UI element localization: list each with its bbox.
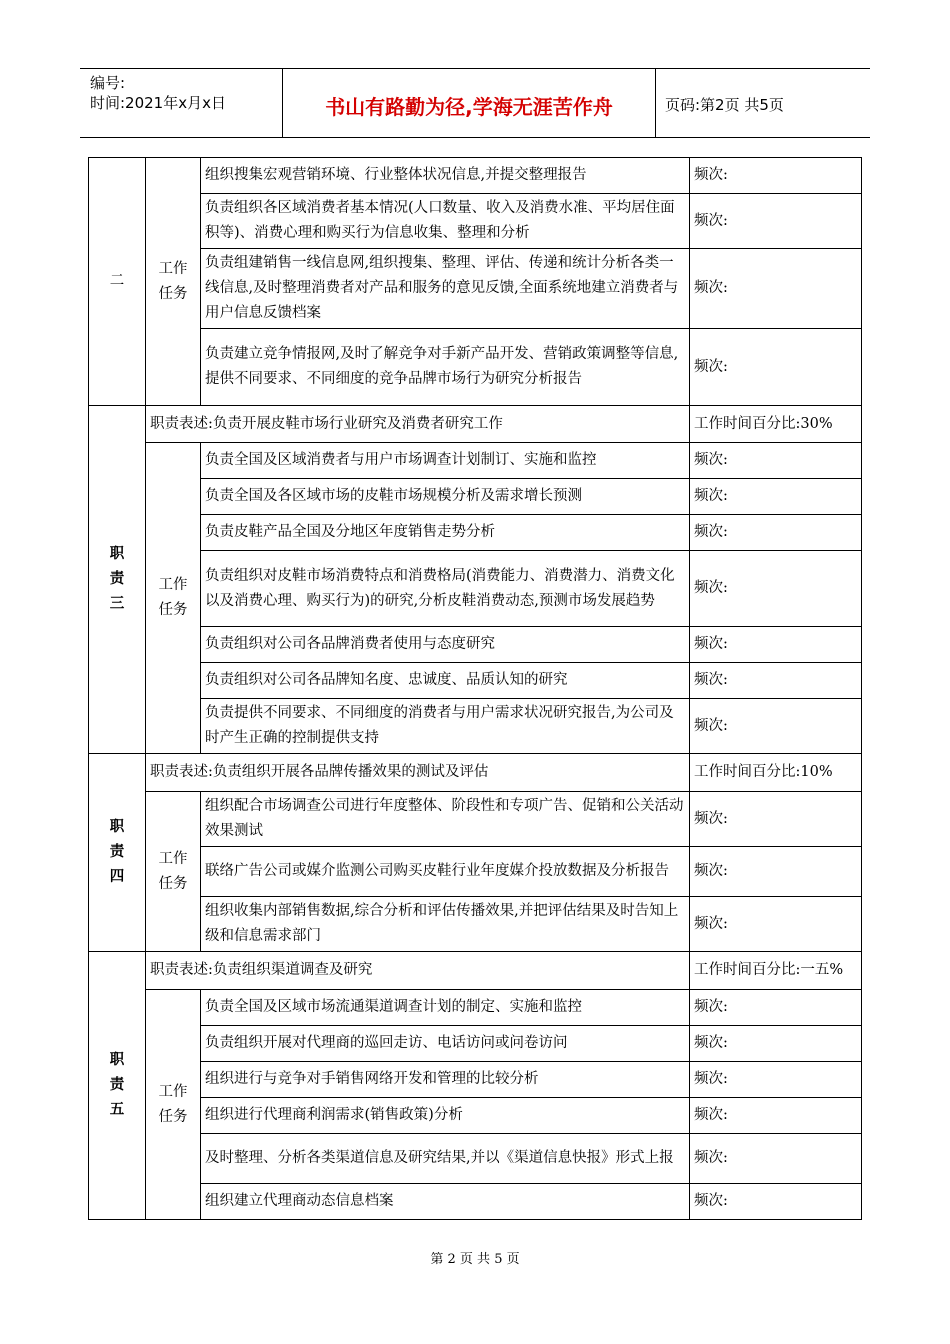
- task-frequency: 频次:: [690, 663, 862, 699]
- task-text: 组织收集内部销售数据,综合分析和评估传播效果,并把评估结果及时告知上级和信息需求部门: [201, 897, 690, 952]
- task-frequency: 频次:: [690, 443, 862, 479]
- task-text: 负责皮鞋产品全国及分地区年度销售走势分析: [201, 515, 690, 551]
- task-frequency: 频次:: [690, 515, 862, 551]
- table-row: [89, 897, 862, 952]
- table-row: [89, 990, 862, 1026]
- task-frequency: 频次:: [690, 847, 862, 897]
- task-label-text: 工作 任务: [158, 577, 188, 618]
- task-text: 组织搜集宏观营销环境、行业整体状况信息,并提交整理报告: [201, 158, 690, 194]
- table-row: [89, 443, 862, 479]
- task-label: [146, 158, 201, 406]
- task-text: 负责组织对皮鞋市场消费特点和消费格局(消费能力、消费潜力、消费文化以及消费心理、购买行为)的研究,分析皮鞋消费动态,预测市场发展趋势: [201, 551, 690, 627]
- work-time-percent: 工作时间百分比:10%: [690, 754, 862, 792]
- task-text: 负责组织对公司各品牌知名度、忠诚度、品质认知的研究: [201, 663, 690, 699]
- task-frequency: 频次:: [690, 627, 862, 663]
- task-frequency: 频次:: [690, 158, 862, 194]
- document-time-label: 时间:2021年x月x日: [90, 94, 226, 112]
- task-text: 组织进行代理商利润需求(销售政策)分析: [201, 1098, 690, 1134]
- header-page-number: 页码:第2页 共5页: [665, 96, 784, 114]
- task-frequency: 频次:: [690, 1134, 862, 1184]
- task-frequency: 频次:: [690, 1184, 862, 1220]
- table-row: [89, 1184, 862, 1220]
- duty-label: 二: [89, 158, 146, 406]
- table-row: [89, 1098, 862, 1134]
- header-motto: 书山有路勤为径,学海无涯苦作舟: [325, 95, 613, 119]
- task-label-text: 工作 任务: [158, 850, 188, 892]
- header-divider: [655, 69, 656, 137]
- task-label: [146, 990, 201, 1220]
- task-label-text: 工作 任务: [158, 1083, 188, 1125]
- document-number-label: 编号:: [90, 74, 126, 92]
- task-text: 负责组建销售一线信息网,组织搜集、整理、评估、传递和统计分析各类一线信息,及时整理消费者对产品和服务的意见反馈,全面系统地建立消费者与用户信息反馈档案: [201, 249, 690, 329]
- task-frequency: 频次:: [690, 897, 862, 952]
- duty-table: [88, 157, 862, 1220]
- task-frequency: 频次:: [690, 699, 862, 754]
- task-text: 组织建立代理商动态信息档案: [201, 1184, 690, 1220]
- work-time-percent: 工作时间百分比:一五%: [690, 952, 862, 990]
- duty-label: 职 责 五: [89, 952, 146, 1220]
- header-meta: [90, 73, 226, 113]
- table-row: [89, 479, 862, 515]
- table-row: [89, 663, 862, 699]
- task-text: 负责组织对公司各品牌消费者使用与态度研究: [201, 627, 690, 663]
- table-row: [89, 699, 862, 754]
- table-row: [89, 754, 862, 792]
- table-row: [89, 1134, 862, 1184]
- table-row: [89, 1062, 862, 1098]
- task-text: 负责全国及各区域市场的皮鞋市场规模分析及需求增长预测: [201, 479, 690, 515]
- task-label-text: 工作 任务: [158, 260, 188, 302]
- task-text: 负责全国及区域市场流通渠道调查计划的制定、实施和监控: [201, 990, 690, 1026]
- task-text: 组织进行与竞争对手销售网络开发和管理的比较分析: [201, 1062, 690, 1098]
- table-row: [89, 847, 862, 897]
- task-frequency: 频次:: [690, 479, 862, 515]
- table-row: [89, 1026, 862, 1062]
- table-row: [89, 329, 862, 406]
- task-frequency: 频次:: [690, 551, 862, 627]
- task-text: 负责组织开展对代理商的巡回走访、电话访问或问卷访问: [201, 1026, 690, 1062]
- table-row: [89, 515, 862, 551]
- table-row: [89, 792, 862, 847]
- duty-label: 职 责 三: [89, 406, 146, 754]
- task-text: 组织配合市场调查公司进行年度整体、阶段性和专项广告、促销和公关活动效果测试: [201, 792, 690, 847]
- table-row: [89, 249, 862, 329]
- table-row: [89, 627, 862, 663]
- task-frequency: 频次:: [690, 990, 862, 1026]
- task-text: 负责组织各区域消费者基本情况(人口数量、收入及消费水准、平均居住面积等)、消费心理和购买行为信息收集、整理和分析: [201, 194, 690, 249]
- task-frequency: 频次:: [690, 329, 862, 406]
- work-time-percent: 工作时间百分比:30%: [690, 406, 862, 443]
- task-text: 负责提供不同要求、不同细度的消费者与用户需求状况研究报告,为公司及时产生正确的控制提供支持: [201, 699, 690, 754]
- table-row: [89, 952, 862, 990]
- duty-summary: 职责表述:负责组织开展各品牌传播效果的测试及评估: [146, 754, 690, 792]
- task-text: 负责全国及区域消费者与用户市场调查计划制订、实施和监控: [201, 443, 690, 479]
- task-text: 联络广告公司或媒介监测公司购买皮鞋行业年度媒介投放数据及分析报告: [201, 847, 690, 897]
- task-frequency: 频次:: [690, 194, 862, 249]
- page-header: [80, 68, 870, 138]
- task-frequency: 频次:: [690, 792, 862, 847]
- task-text: 负责建立竞争情报网,及时了解竞争对手新产品开发、营销政策调整等信息,提供不同要求、不同细度的竞争品牌市场行为研究分析报告: [201, 329, 690, 406]
- page-footer: 第 2 页 共 5 页: [430, 1252, 520, 1267]
- table-row: [89, 406, 862, 443]
- task-frequency: 频次:: [690, 249, 862, 329]
- duty-summary: 职责表述:负责组织渠道调查及研究: [146, 952, 690, 990]
- task-frequency: 频次:: [690, 1098, 862, 1134]
- task-label: [146, 792, 201, 952]
- task-text: 及时整理、分析各类渠道信息及研究结果,并以《渠道信息快报》形式上报: [201, 1134, 690, 1184]
- duty-label: 职 责 四: [89, 754, 146, 952]
- task-frequency: 频次:: [690, 1062, 862, 1098]
- table-row: [89, 551, 862, 627]
- table-row: [89, 194, 862, 249]
- task-label: [146, 443, 201, 754]
- duty-summary: 职责表述:负责开展皮鞋市场行业研究及消费者研究工作: [146, 406, 690, 443]
- task-frequency: 频次:: [690, 1026, 862, 1062]
- table-row: [89, 158, 862, 194]
